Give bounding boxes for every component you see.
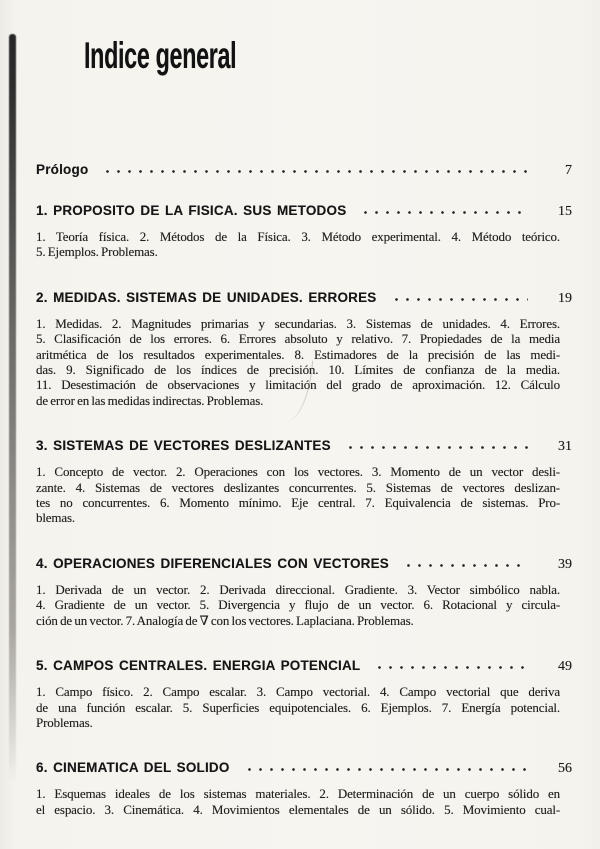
subtopic-line: 11. Desestimación de observaciones y limitación del grado de aproximación. 12. Cálculo xyxy=(36,377,560,393)
chapter-section-3 xyxy=(36,438,572,526)
subtopic-line: el espacio. 3. Cinemática. 4. Movimientos elementales de un sólido. 5. Movimiento cual- xyxy=(36,801,560,817)
page-number: 49 xyxy=(558,659,572,675)
chapter-section-5 xyxy=(36,658,572,730)
chapter-title: 6. CINEMATICA DEL SOLIDO xyxy=(36,760,230,776)
subtopic-line: 1. Medidas. 2. Magnitudes primarias y secundarias. 3. Sistemas de unidades. 4. Errores. xyxy=(36,315,560,331)
dot-leader xyxy=(374,661,528,674)
dot-leader xyxy=(345,441,528,454)
chapter-heading-row xyxy=(36,438,572,455)
subtopic-line: tes no concurrentes. 6. Momento mínimo. Eje central. 7. Equivalencia de sistemas. Pro- xyxy=(36,495,560,511)
chapter-heading-row xyxy=(36,556,572,573)
subtopic-line: zante. 4. Sistemas de vectores deslizantes concurrentes. 5. Sistemas de vectores deslizan- xyxy=(36,479,560,495)
page-title: Indice general xyxy=(84,35,237,76)
subtopic-line: aritmética de los resultados experimentales. 8. Estimadores de la precisión de las medi- xyxy=(36,346,560,362)
subtopic-line: de error en las medidas indirectas. Problemas. xyxy=(36,392,264,408)
subtopic-line: blemas. xyxy=(36,510,76,526)
dot-leader xyxy=(403,559,528,572)
chapter-heading-row xyxy=(36,658,572,675)
page-number: 39 xyxy=(558,556,572,572)
chapter-title: 2. MEDIDAS. SISTEMAS DE UNIDADES. ERRORES xyxy=(36,289,377,305)
page-number: 7 xyxy=(565,163,572,178)
subtopic-line: de una función escalar. 5. Superficies equipotenciales. 6. Ejemplos. 7. Energía potencial. xyxy=(36,699,560,715)
prologue-label: Prólogo xyxy=(36,162,89,177)
chapter-title: 1. PROPOSITO DE LA FISICA. SUS METODOS xyxy=(36,203,347,218)
subtopic-line: 1. Derivada de un vector. 2. Derivada direccional. Gradiente. 3. Vector simbólico nabla. xyxy=(36,581,560,597)
dot-leader xyxy=(244,763,528,776)
subtopic-line: 5. Clasificación de los errores. 6. Errores absoluto y relativo. 7. Propiedades de la media xyxy=(36,331,560,347)
subtopic-line: 1. Campo físico. 2. Campo escalar. 3. Campo vectorial. 4. Campo vectorial que deriva xyxy=(36,684,560,700)
subtopic-line: Problemas. xyxy=(36,714,93,730)
chapter-subtopics xyxy=(36,464,560,526)
dot-leader xyxy=(102,165,528,178)
chapter-title: 5. CAMPOS CENTRALES. ENERGIA POTENCIAL xyxy=(36,658,361,674)
chapter-section-1 xyxy=(36,203,572,260)
subtopic-line: ción de un vector. 7. Analogía de ∇ con los vectores. Laplaciana. Problemas. xyxy=(36,612,414,628)
chapter-subtopics xyxy=(36,582,560,628)
subtopic-line: 1. Concepto de vector. 2. Operaciones con los vectores. 3. Momento de un vector desli- xyxy=(36,464,560,480)
chapter-title: 3. SISTEMAS DE VECTORES DESLIZANTES xyxy=(36,438,331,454)
page-number: 31 xyxy=(558,439,572,455)
chapter-heading-row xyxy=(36,203,572,220)
chapter-subtopics xyxy=(36,786,560,817)
page-number: 15 xyxy=(558,204,572,219)
subtopic-line: 5. Ejemplos. Problemas. xyxy=(36,244,158,260)
subtopic-line: 1. Esquemas ideales de los sistemas materiales. 2. Determinación de un cuerpo sólido en xyxy=(36,786,560,802)
chapter-subtopics xyxy=(36,684,560,730)
chapter-subtopics xyxy=(36,229,560,260)
dot-leader xyxy=(391,293,529,306)
chapter-section-4 xyxy=(36,556,572,628)
chapter-section-6 xyxy=(36,760,572,817)
subtopic-line: 1. Teoría física. 2. Métodos de la Física. 3. Método experimental. 4. Método teórico. xyxy=(36,229,560,244)
chapter-title: 4. OPERACIONES DIFERENCIALES CON VECTORES xyxy=(36,555,390,571)
scan-band-artifact xyxy=(9,34,16,782)
page-number: 19 xyxy=(558,290,572,306)
subtopic-line: das. 9. Significado de los índices de precisión. 10. Límites de confianza de la media. xyxy=(36,362,560,378)
chapter-heading-row xyxy=(36,290,572,307)
toc-entry-prologue xyxy=(36,162,572,179)
dot-leader xyxy=(360,206,528,219)
subtopic-line: 4. Gradiente de un vector. 5. Divergencia y flujo de un vector. 6. Rotacional y circula- xyxy=(36,597,560,613)
chapter-heading-row xyxy=(36,760,572,777)
page-number: 56 xyxy=(558,761,572,777)
